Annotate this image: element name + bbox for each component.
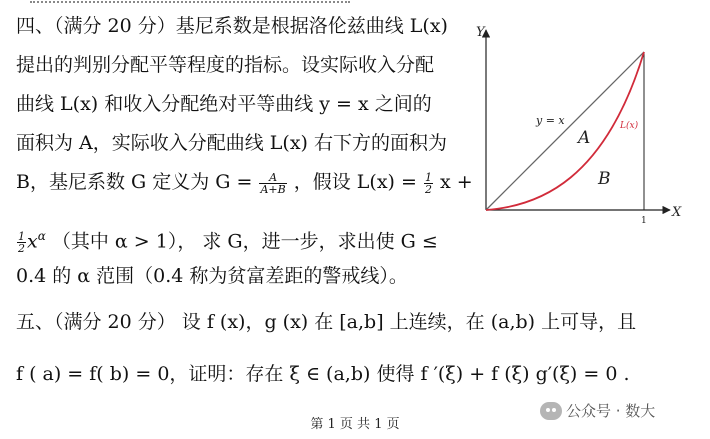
problem4-line2: 提出的判别分配平等程度的指标。设实际收入分配	[16, 54, 435, 76]
problem5-line1: 五、（满分 20 分） 设 f (x)，g (x) 在 [a,b] 上连续，在 (a,b) 上可导，且	[16, 311, 637, 333]
problem4-line1: 四、（满分 20 分）基尼系数是根据洛伦兹曲线 L(x)	[16, 15, 448, 37]
gini-fraction-denominator: A+B	[260, 182, 286, 196]
lorenz-curve-figure	[470, 20, 690, 235]
equality-line	[486, 52, 644, 210]
watermark	[540, 400, 655, 421]
page-footer: 第 1 页 共 1 页	[310, 417, 400, 432]
half-fraction-2-denominator: 2	[18, 241, 25, 255]
problem4-line7: 0.4 的 α 范围（0.4 称为贫富差距的警戒线）。	[16, 265, 408, 287]
problem4-line5-part3: x +	[440, 171, 473, 193]
problem4-line5-part1: B，基尼系数 G 定义为 G =	[16, 171, 253, 193]
half-fraction-1	[424, 172, 433, 195]
equality-line-label: y = x	[536, 114, 565, 127]
problem4-line3: 曲线 L(x) 和收入分配绝对平等曲线 y = x 之间的	[16, 93, 432, 115]
alpha-exponent: α	[37, 229, 46, 243]
y-axis-label: Y	[476, 25, 485, 40]
problem4-line5-part2: ，假设 L(x) =	[293, 171, 417, 193]
gini-fraction-numerator: A	[259, 172, 286, 184]
half-fraction-1-denominator: 2	[424, 182, 432, 196]
cropped-previous-line	[30, 0, 360, 4]
gini-fraction	[259, 172, 286, 195]
problem4-line6-x: x	[27, 230, 38, 253]
problem4-line5	[16, 170, 473, 195]
half-fraction-2	[17, 231, 26, 254]
problem5-line2: f ( a) = f( b) = 0，证明：存在 ξ ∈ (a,b) 使得 f ′(ξ) + f (ξ) g′(ξ) = 0 .	[16, 363, 630, 385]
problem4-line4: 面积为 A，实际收入分配曲线 L(x) 右下方的面积为	[16, 132, 447, 154]
half-fraction-1-numerator: 1	[424, 170, 432, 184]
wechat-icon	[540, 402, 562, 420]
watermark-text: 公众号 · 数大	[566, 402, 656, 420]
problem4-line6-rest: （其中 α > 1）， 求 G，进一步，求出使 G ≤	[51, 230, 438, 253]
half-fraction-2-numerator: 1	[18, 229, 25, 243]
region-a-label: A	[578, 128, 591, 148]
x-tick-one: 1	[641, 216, 647, 226]
x-axis-label: X	[672, 205, 682, 220]
curve-label: L(x)	[620, 121, 639, 131]
problem4-line6	[16, 224, 438, 254]
region-b-label: B	[598, 169, 611, 189]
